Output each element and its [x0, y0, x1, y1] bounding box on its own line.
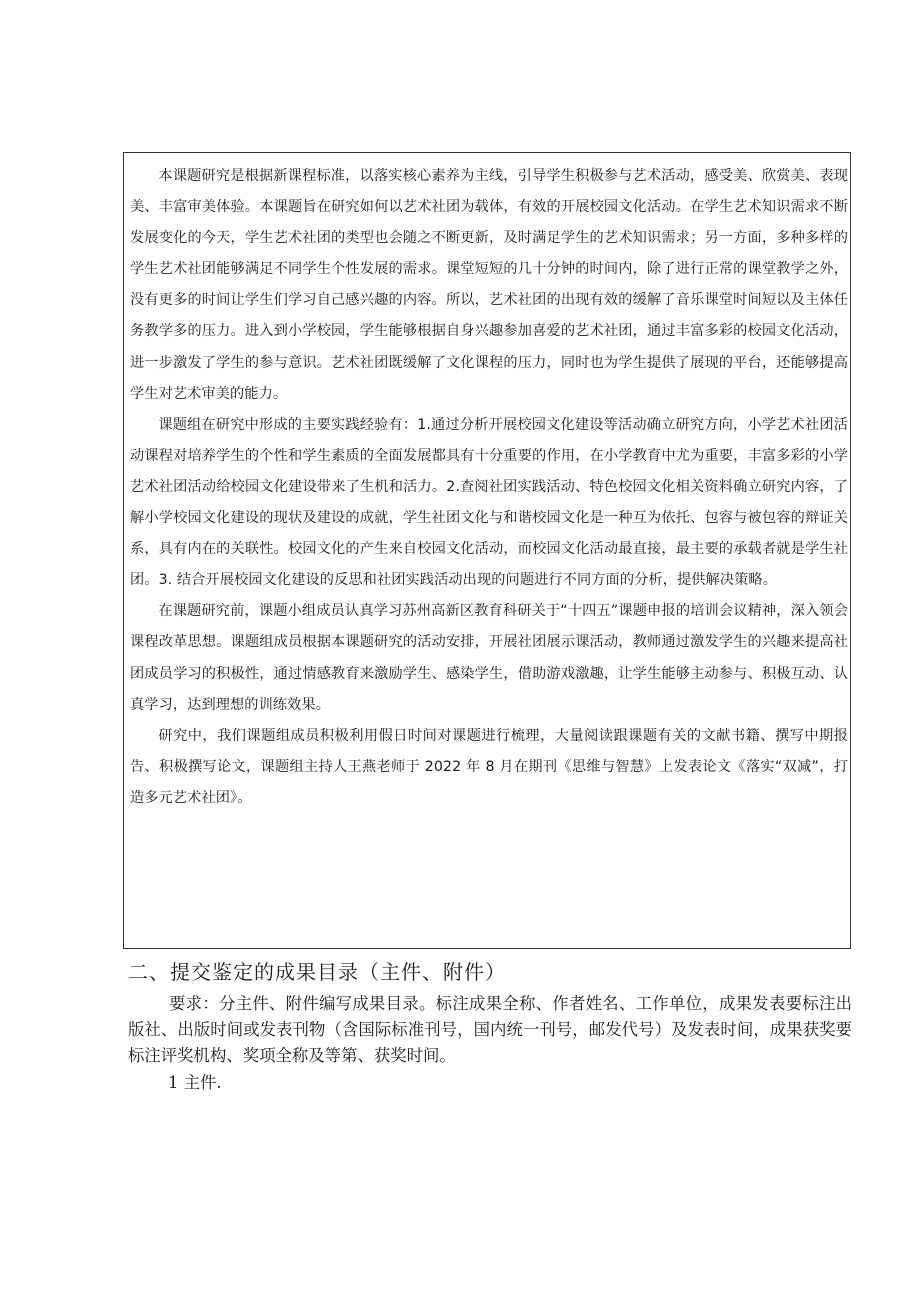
requirement-paragraph: 要求：分主件、附件编写成果目录。标注成果全称、作者姓名、工作单位，成果发表要标注出版社、出版时间或发表刊物（含国际标准刊号，国内统一刊号，邮发代号）及发表时间，成果获奖要标注评奖机构、奖项全称及等第、获奖时间。	[128, 994, 852, 1065]
research-summary-box	[123, 152, 851, 949]
summary-paragraph-4: 研究中，我们课题组成员积极利用假日时间对课题进行梳理，大量阅读跟课题有关的文献书籍、撰写中期报告、积极撰写论文，课题组主持人王燕老师于 2022 年 8 月在期刊《思维与智慧》上发表论文《落实“双减”，打造多元艺术社团》。	[130, 727, 848, 806]
summary-paragraph-1: 本课题研究是根据新课程标准，以落实核心素养为主线，引导学生积极参与艺术活动，感受美、欣赏美、表现美、丰富审美体验。本课题旨在研究如何以艺术社团为载体，有效的开展校园文化活动。在学生艺术知识需求不断发展变化的今天，学生艺术社团的类型也会随之不断更新，及时满足学生的艺术知识需求；另一方面，多种多样的学生艺术社团能够满足不同学生个性发展的需求。课堂短短的几十分钟的时间内，除了进行正常的课堂教学之外，没有更多的时间让学生们学习自己感兴趣的内容。所以，艺术社团的出现有效的缓解了音乐课堂时间短以及主体任务教学多的压力。进入到小学校园，学生能够根据自身兴趣参加喜爱的艺术社团，通过丰富多彩的校园文化活动，进一步激发了学生的参与意识。艺术社团既缓解了文化课程的压力，同时也为学生提供了展现的平台，还能够提高学生对艺术审美的能力。	[130, 168, 848, 402]
section-heading: 二、提交鉴定的成果目录（主件、附件）	[128, 960, 506, 984]
main-item-label: 1 主件.	[168, 1073, 222, 1092]
summary-paragraph-3: 在课题研究前，课题小组成员认真学习苏州高新区教育科研关于“十四五”课题申报的培训会议精神，深入领会课程改革思想。课题组成员根据本课题研究的活动安排，开展社团展示课活动，教师通过激发学生的兴趣来提高社团成员学习的积极性，通过情感教育来激励学生、感染学生，借助游戏激趣，让学生能够主动参与、积极互动、认真学习，达到理想的训练效果。	[130, 603, 848, 713]
summary-paragraph-2: 课题组在研究中形成的主要实践经验有：1.通过分析开展校园文化建设等活动确立研究方向，小学艺术社团活动课程对培养学生的个性和学生素质的全面发展都具有十分重要的作用，在小学教育中尤为重要，丰富多彩的小学艺术社团活动给校园文化建设带来了生机和活力。2.查阅社团实践活动、特色校园文化相关资料确立研究内容，了解小学校园文化建设的现状及建设的成就，学生社团文化与和谐校园文化是一种互为依托、包容与被包容的辩证关系，具有内在的关联性。校园文化的产生来自校园文化活动，而校园文化活动最直接，最主要的承载者就是学生社团。3. 结合开展校园文化建设的反思和社团实践活动出现的问题进行不同方面的分析，提供解决策略。	[130, 416, 848, 589]
